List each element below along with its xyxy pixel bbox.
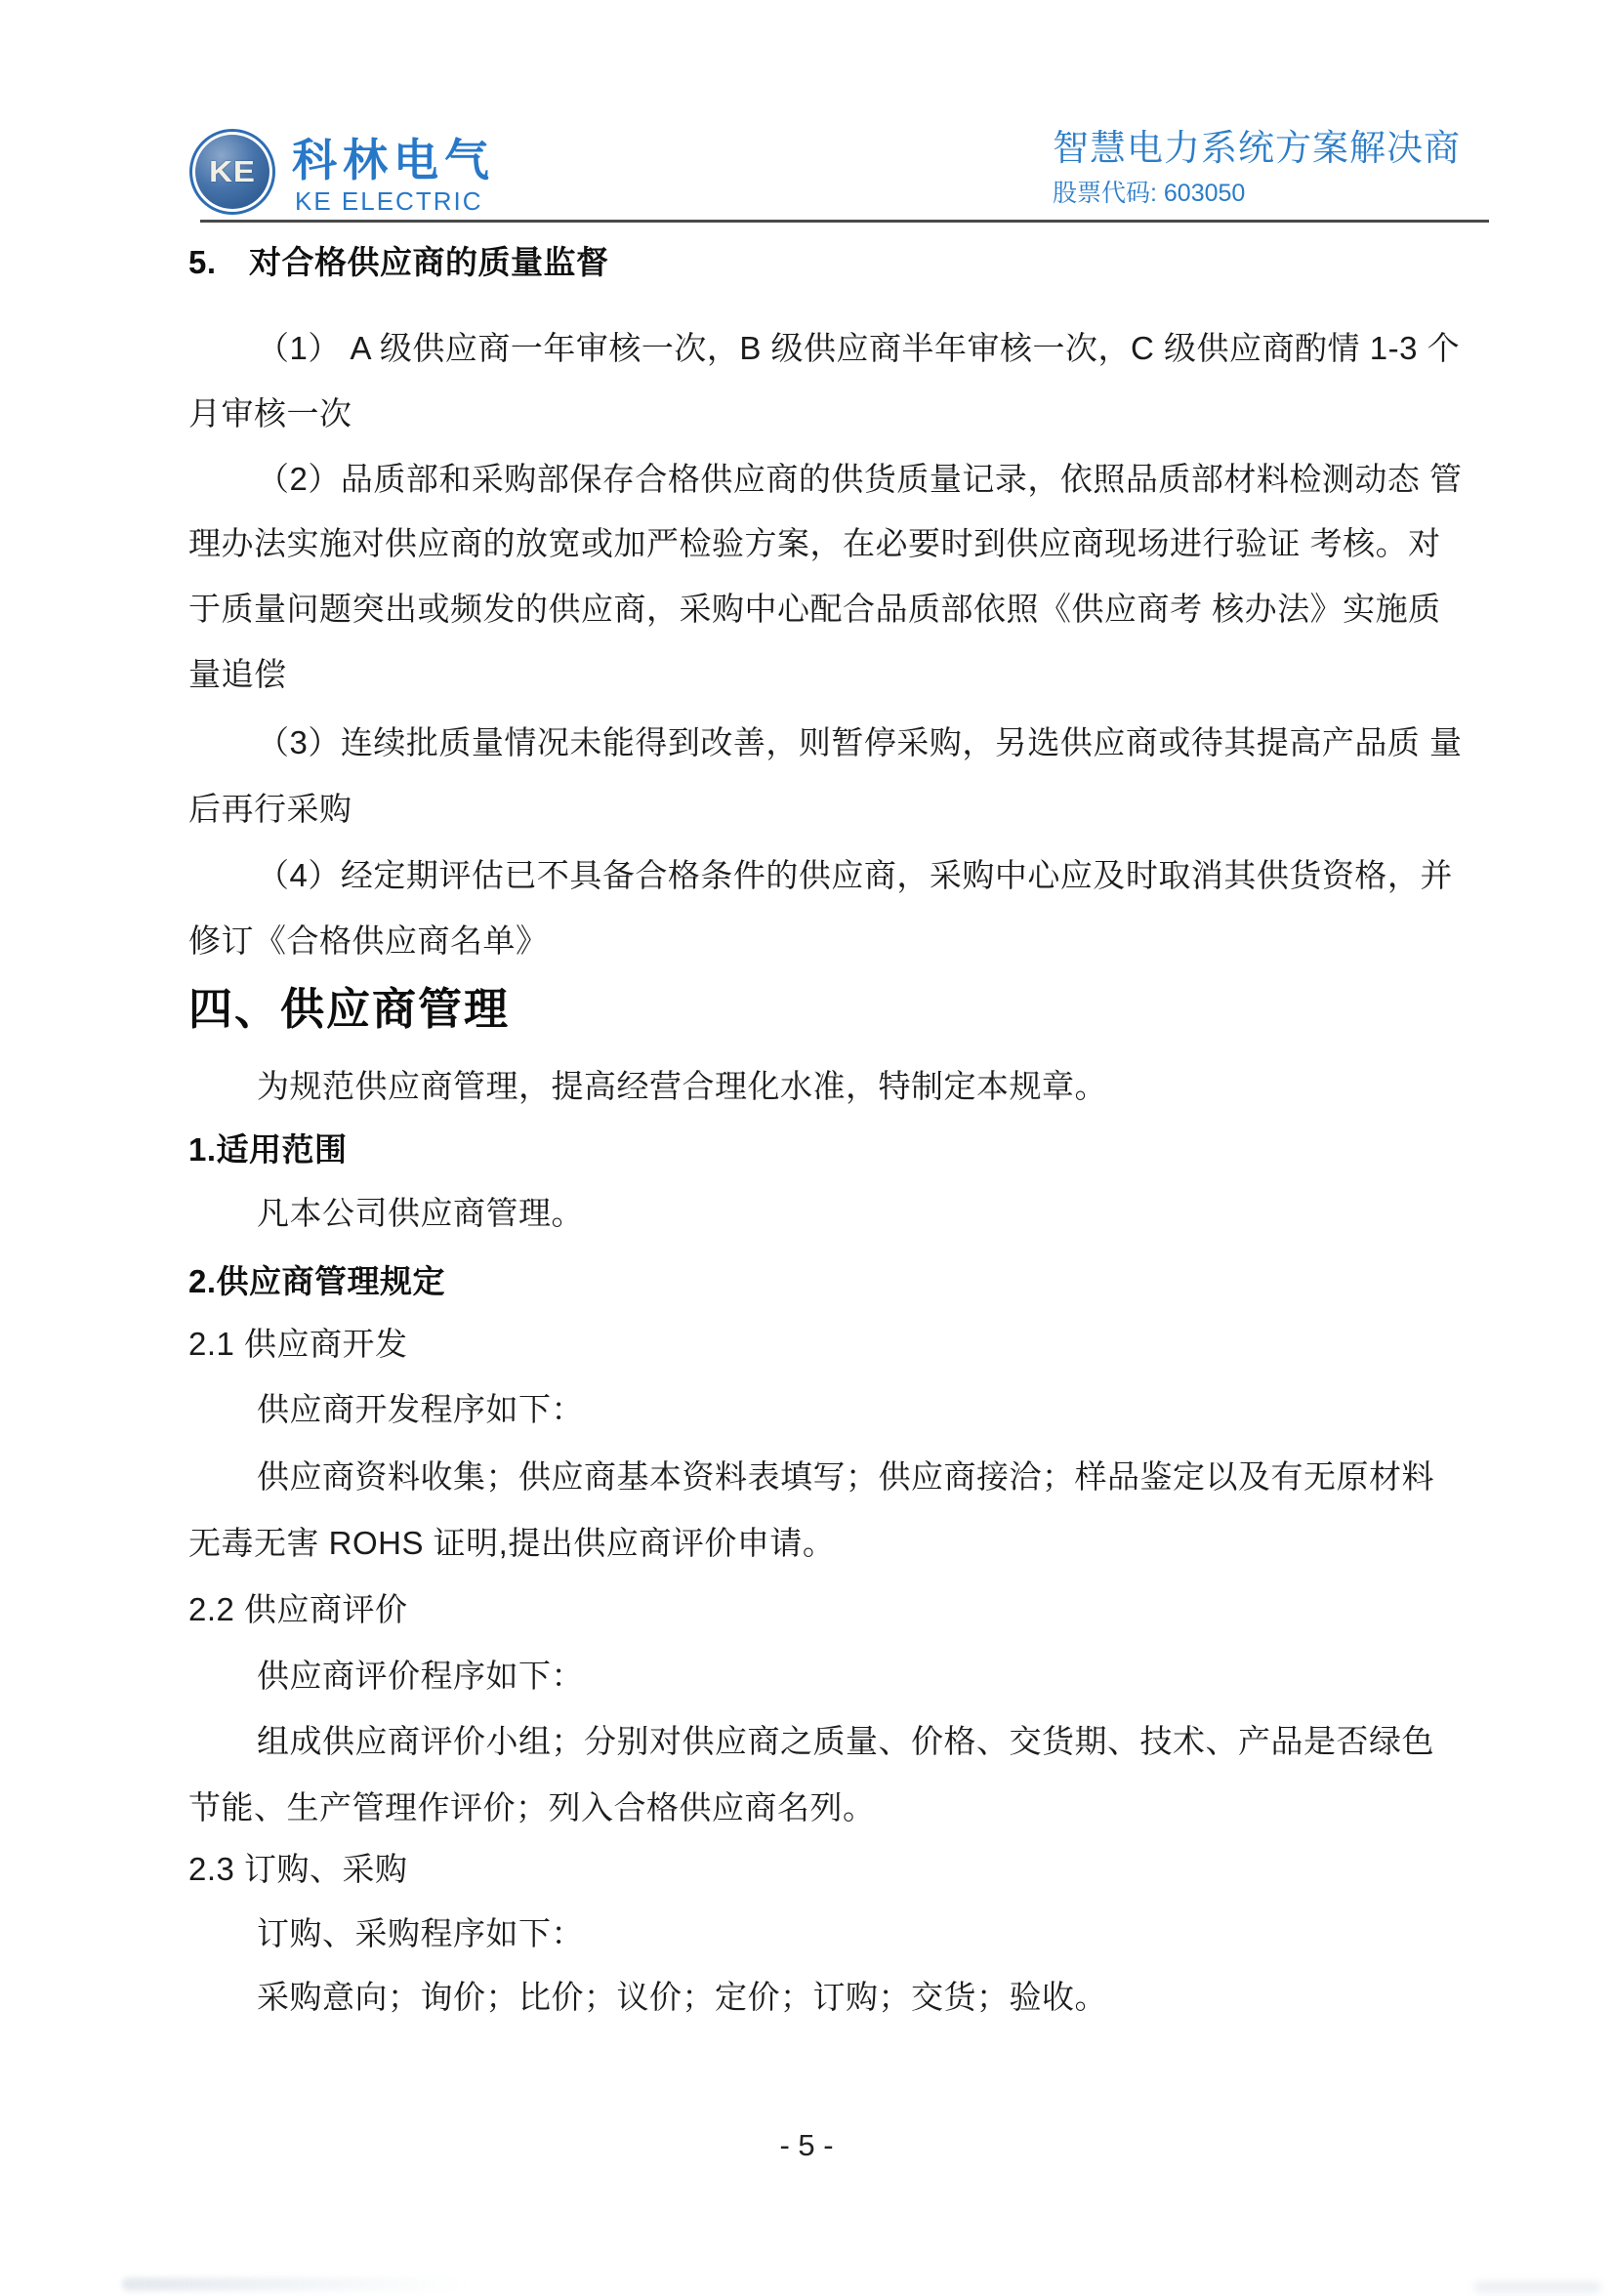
rule-2-2-line1: 组成供应商评价小组；分别对供应商之质量、价格、交货期、技术、产品是否绿色 [257, 1723, 1434, 1759]
rule-2-1-line1: 供应商资料收集；供应商基本资料表填写；供应商接洽；样品鉴定以及有无原材料 [257, 1458, 1434, 1495]
company-tagline: 智慧电力系统方案解决商 [1053, 128, 1461, 168]
company-name-cn: 科林电气 [292, 135, 495, 185]
para2-line4: 量追偿 [188, 656, 287, 692]
rule-2-2-intro: 供应商评价程序如下： [257, 1658, 584, 1694]
rules-heading: 2.供应商管理规定 [188, 1263, 446, 1299]
rule-2-1-intro: 供应商开发程序如下： [257, 1391, 584, 1427]
section5-heading: 5. 对合格供应商的质量监督 [188, 244, 609, 280]
chapter4-heading: 四、供应商管理 [188, 984, 511, 1034]
page-number: - 5 - [779, 2128, 834, 2162]
para3-line1: （3）连续批质量情况未能得到改善，则暂停采购，另选供应商或待其提高产品质 量 [257, 724, 1463, 760]
scan-artifact-bottom-left [122, 2277, 464, 2291]
para2-line2: 理办法实施对供应商的放宽或加严检验方案，在必要时到供应商现场进行验证 考核。对 [188, 525, 1441, 561]
scope-text: 凡本公司供应商管理。 [257, 1195, 584, 1231]
para4-line1: （4）经定期评估已不具备合格条件的供应商，采购中心应及时取消其供货资格，并 [257, 857, 1453, 893]
rule-2-3-line1: 采购意向；询价；比价；议价；定价；订购；交货；验收。 [257, 1979, 1107, 2015]
logo-disc [195, 135, 269, 209]
rule-2-1-line2: 无毒无害 ROHS 证明,提出供应商评价申请。 [188, 1525, 836, 1561]
company-name-en: KE ELECTRIC [295, 186, 483, 216]
para1-line2: 月审核一次 [188, 395, 352, 431]
header-divider [200, 220, 1489, 223]
chapter4-intro: 为规范供应商管理，提高经营合理化水准，特制定本规章。 [257, 1068, 1107, 1104]
rule-2-3-intro: 订购、采购程序如下： [257, 1915, 584, 1951]
rule-2-3-heading: 2.3 订购、采购 [188, 1851, 408, 1887]
scope-heading: 1.适用范围 [188, 1131, 348, 1168]
para4-line2: 修订《合格供应商名单》 [188, 922, 549, 959]
rule-2-1-heading: 2.1 供应商开发 [188, 1326, 408, 1362]
scan-artifact-bottom-right [1474, 2281, 1601, 2293]
para3-line2: 后再行采购 [188, 791, 352, 827]
para2-line1: （2）品质部和采购部保存合格供应商的供货质量记录，依照品质部材料检测动态 管 [257, 461, 1463, 497]
logo-monogram: KE [209, 154, 256, 188]
para1-line1: （1） A 级供应商一年审核一次，B 级供应商半年审核一次，C 级供应商酌情 1-3 个 [257, 330, 1461, 366]
para2-line3: 于质量问题突出或频发的供应商，采购中心配合品质部依照《供应商考 核办法》实施质 [188, 591, 1441, 627]
stock-code: 股票代码: 603050 [1053, 180, 1246, 207]
rule-2-2-heading: 2.2 供应商评价 [188, 1591, 408, 1627]
rule-2-2-line2: 节能、生产管理作评价；列入合格供应商名列。 [188, 1789, 876, 1825]
company-logo-icon [189, 129, 275, 215]
